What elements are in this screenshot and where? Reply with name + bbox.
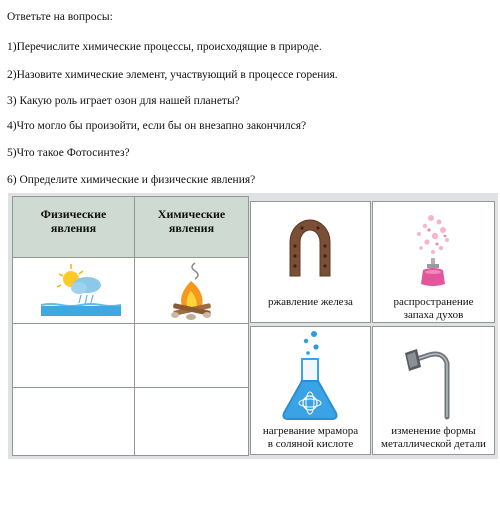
question-2: 2)Назовите химические элемент, участвующий в процессе горения. [7, 69, 338, 81]
table-row-divider [13, 387, 248, 388]
perfume-bottle-icon [401, 208, 465, 288]
table-row-divider [13, 323, 248, 324]
caption-rusting-iron: ржавление железа [268, 296, 353, 308]
sorting-table [12, 196, 249, 456]
caption-marble-line2: в соляной кислоте [267, 438, 354, 450]
header-physical [13, 207, 134, 235]
caption-nail [373, 425, 494, 451]
caption-perfume-line2: запаха духов [403, 309, 464, 321]
question-6: 6) Определите химические и физические явления? [7, 174, 256, 186]
header-chemical [135, 207, 248, 235]
sun-cloud-rain-icon [31, 261, 121, 321]
question-5: 5)Что такое Фотосинтез? [7, 147, 130, 159]
card-rusting-iron [250, 201, 371, 323]
table-column-divider [134, 197, 135, 455]
caption-marble [251, 425, 370, 451]
caption-marble-line1: нагревание мрамора [262, 425, 359, 437]
card-marble-acid [250, 326, 371, 455]
header-chemical-line2: явления [168, 221, 215, 235]
flask-icon [278, 329, 342, 421]
campfire-icon [161, 261, 221, 321]
caption-nail-line2: металлической детали [381, 438, 486, 450]
header-physical-line1: Физические [40, 207, 107, 221]
card-perfume-smell [372, 201, 495, 323]
caption-perfume-line1: распространение [393, 296, 474, 308]
header-chemical-line1: Химические [157, 207, 226, 221]
question-3: 3) Какую роль играет озон для нашей планеты? [7, 95, 240, 107]
horseshoe-icon [280, 206, 340, 282]
header-physical-line2: явления [50, 221, 97, 235]
intro-text: Ответьте на вопросы: [7, 11, 113, 23]
bent-nail-icon [403, 333, 467, 421]
card-metal-shape [372, 326, 495, 455]
caption-perfume [373, 296, 494, 322]
caption-nail-line1: изменение формы [391, 425, 476, 437]
question-1: 1)Перечислите химические процессы, происходящие в природе. [7, 41, 322, 53]
question-4: 4)Что могло бы произойти, если бы он внезапно закончился? [7, 120, 307, 132]
